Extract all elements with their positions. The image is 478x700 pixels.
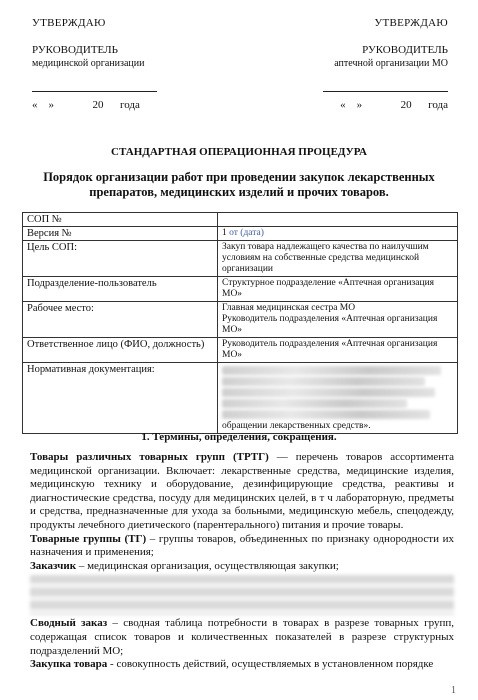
term-paragraph [30, 658, 454, 672]
section-title: 1. Термины, определения, сокращения. [141, 431, 337, 443]
table-row [23, 363, 458, 434]
term-paragraph [30, 560, 454, 574]
row-value: Структурное подразделение «Аптечная организация МО» [218, 277, 458, 302]
page-number: 1 [451, 685, 456, 696]
approval-role: РУКОВОДИТЕЛЬ [32, 44, 118, 56]
version-date: от (дата) [226, 228, 264, 238]
approval-org: аптечной организации МО [334, 58, 448, 69]
row-key: Версия № [23, 227, 218, 241]
term-name: Товарные группы (ТГ) [30, 532, 147, 545]
term-paragraph [30, 617, 454, 658]
term-name: Заказчик [30, 559, 77, 572]
row-key: Нормативная документация: [23, 363, 218, 434]
version-number: 1 [222, 228, 227, 238]
row-value: Главная медицинская сестра МО Руководитель подразделения «Аптечная организация МО» [218, 302, 458, 338]
table-row [23, 338, 458, 363]
table-row [23, 213, 458, 227]
redacted-text-block [30, 575, 454, 615]
approval-block-right [323, 16, 448, 112]
term-definition: – группы товаров, объединенных по признаку однородности их назначения и применения; [30, 532, 454, 559]
term-name: Закупка товара [30, 658, 108, 671]
row-value [218, 363, 458, 434]
sop-title: СТАНДАРТНАЯ ОПЕРАЦИОННАЯ ПРОЦЕДУРА [111, 146, 367, 158]
approval-block-left [32, 16, 157, 112]
approval-role: РУКОВОДИТЕЛЬ [362, 44, 448, 56]
sop-info-table [22, 212, 458, 434]
table-row [23, 241, 458, 277]
redacted-text [222, 399, 407, 408]
table-row [23, 227, 458, 241]
row-value [218, 227, 458, 241]
redacted-text [222, 388, 435, 397]
approval-heading: УТВЕРЖДАЮ [374, 17, 448, 29]
approval-org: медицинской организации [32, 58, 145, 69]
term-name: Товары различных товарных групп (ТРТГ) [30, 451, 269, 463]
term-paragraph [30, 451, 454, 533]
row-key: СОП № [23, 213, 218, 227]
term-paragraph [30, 533, 454, 560]
signature-line [32, 71, 157, 92]
term-definition: - совокупность действий, осуществляемых в установленном порядке [107, 658, 434, 671]
row-value: Руководитель подразделения «Аптечная организация МО» [218, 338, 458, 363]
term-definition: – медицинская организация, осуществляющая закупки; [76, 559, 339, 572]
row-key: Ответственное лицо (ФИО, должность) [23, 338, 218, 363]
signature-line [323, 71, 448, 92]
term-name: Сводный заказ [30, 617, 108, 630]
approval-heading: УТВЕРЖДАЮ [32, 17, 106, 29]
redacted-text [222, 410, 430, 419]
row-value [218, 213, 458, 227]
table-row [23, 302, 458, 338]
term-definition: – сводная таблица потребности в товарах в разрезе товарных групп, содержащая список товаров и количественных показателей в разрезе структурных подразделений МО; [30, 617, 454, 657]
table-row [23, 277, 458, 302]
row-key: Цель СОП: [23, 241, 218, 277]
row-value: Закуп товара надлежащего качества по наилучшим условиям на собственные средства медицинской организации [218, 241, 458, 277]
terms-body [30, 451, 454, 672]
redacted-text [222, 366, 441, 375]
row-key: Подразделение-пользователь [23, 277, 218, 302]
normative-tail: обращении лекарственных средств». [222, 421, 371, 431]
approval-date: « » 20 года [32, 99, 140, 111]
procedure-title: Порядок организации работ при проведении закупок лекарственных препаратов, медицинских изделий и прочих товаров. [43, 170, 435, 199]
term-definition: — перечень товаров ассортимента медицинской организации. Включает: лекарственные средства, медицинские изделия, медицинскую технику и оборудование, дезинфицирующие средства, реактивы и диагностические средства, посуду для медицинских целей, в т ч лабораторную, предметы и средства, предназначенные для ухода за больными, медицинскую мебель, спецодежду, продукты лечебного диетического (парентерального) питания и прочие товары. [30, 451, 454, 531]
redacted-text [222, 377, 425, 386]
approval-date: « » 20 года [340, 99, 448, 111]
row-key: Рабочее место: [23, 302, 218, 338]
